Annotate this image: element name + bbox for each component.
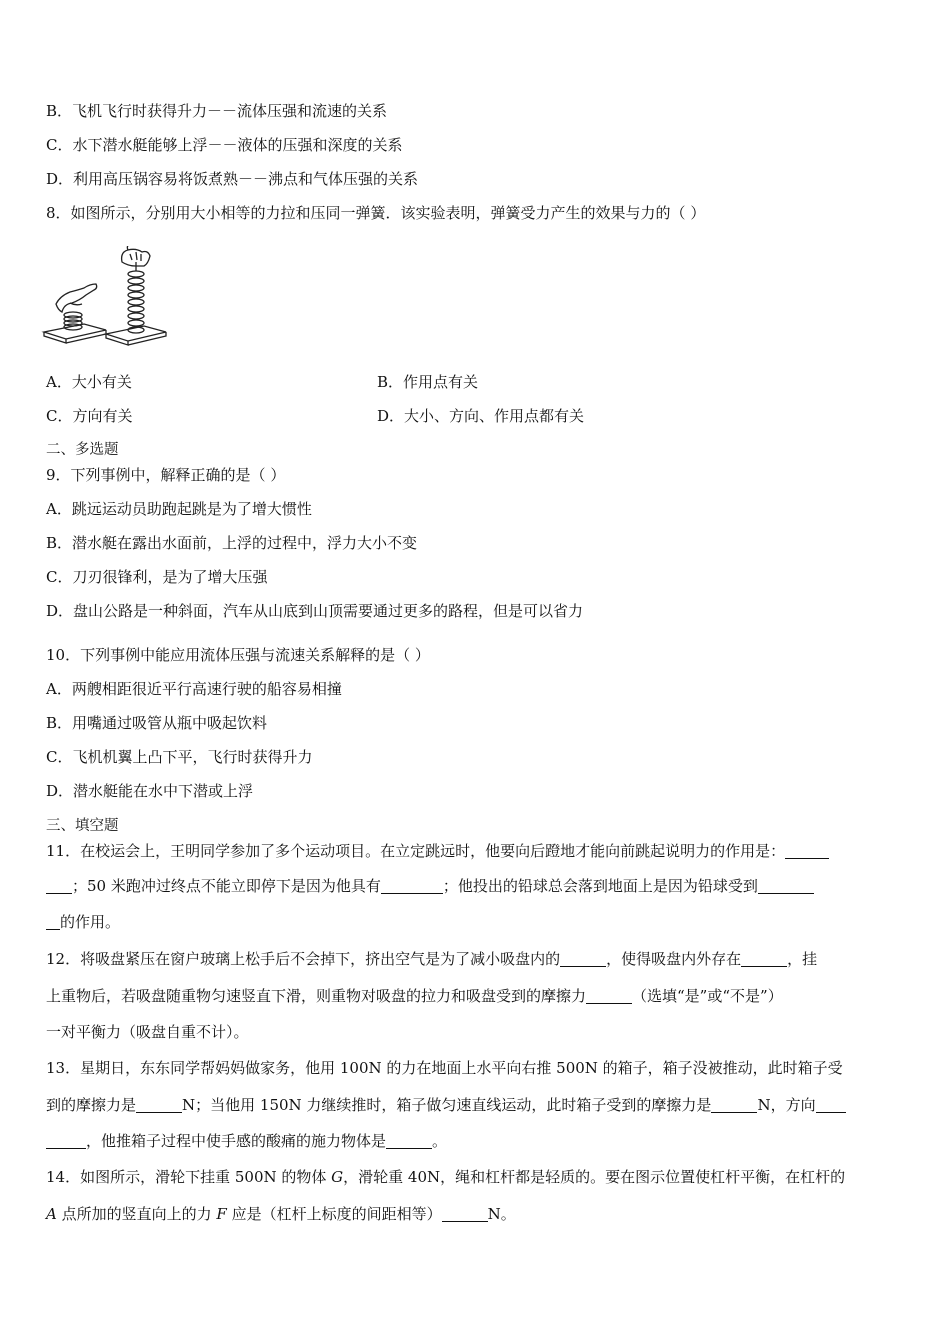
q10-option-c: C．飞机机翼上凸下平，飞行时获得升力 — [46, 748, 313, 766]
q10-option-b: B．用嘴通过吸管从瓶中吸起饮料 — [46, 714, 268, 732]
section-fill-in: 三、填空题 — [46, 818, 119, 834]
q7-option-d: D．利用高压锅容易将饭煮熟－－沸点和气体压强的关系 — [46, 170, 419, 188]
answer-blank[interactable] — [386, 1133, 432, 1149]
answer-blank[interactable] — [785, 843, 829, 859]
q10-option-d: D．潜水艇能在水中下潜或上浮 — [46, 782, 254, 800]
q14-line-1: 14．如图所示，滑轮下挂重 500N 的物体 G，滑轮重 40N，绳和杠杆都是轻质的。要在图示位置使杠杆平衡，在杠杆的 — [46, 1168, 846, 1186]
q13-line-1: 13．星期日，东东同学帮妈妈做家务，他用 100N 的力在地面上水平向右推 500N 的箱子，箱子没被推动，此时箱子受 — [46, 1059, 843, 1077]
answer-blank[interactable] — [758, 878, 814, 894]
q8-option-b: B．作用点有关 — [377, 373, 479, 391]
answer-blank[interactable] — [136, 1097, 182, 1113]
q9-stem: 9．下列事例中，解释正确的是（ ） — [46, 466, 286, 484]
q12-line-2: 上重物后，若吸盘随重物匀速竖直下滑，则重物对吸盘的拉力和吸盘受到的摩擦力 （选填“是”或“不是”） — [46, 987, 783, 1005]
answer-blank[interactable] — [816, 1097, 846, 1113]
answer-blank[interactable] — [711, 1097, 757, 1113]
q8-option-a: A．大小有关 — [46, 373, 132, 391]
q8-option-d: D．大小、方向、作用点都有关 — [377, 407, 585, 425]
q7-option-c: C．水下潜水艇能够上浮－－液体的压强和深度的关系 — [46, 136, 403, 154]
q9-option-c: C．刀刃很锋利，是为了增大压强 — [46, 568, 268, 586]
answer-blank[interactable] — [560, 951, 606, 967]
q8-stem: 8．如图所示，分别用大小相等的力拉和压同一弹簧．该实验表明，弹簧受力产生的效果与力的（ ） — [46, 204, 706, 222]
answer-blank[interactable] — [381, 878, 443, 894]
q12-line-3: 一对平衡力（吸盘自重不计）。 — [46, 1023, 249, 1041]
answer-blank[interactable] — [46, 914, 60, 930]
q7-option-b: B．飞机飞行时获得升力－－流体压强和流速的关系 — [46, 102, 388, 120]
q9-option-d: D．盘山公路是一种斜面，汽车从山底到山顶需要通过更多的路程，但是可以省力 — [46, 602, 584, 620]
section-multiple-choice: 二、多选题 — [46, 442, 119, 458]
q10-option-a: A．两艘相距很近平行高速行驶的船容易相撞 — [46, 680, 342, 698]
answer-blank[interactable] — [46, 1133, 86, 1149]
answer-blank[interactable] — [46, 878, 72, 894]
q11-line-1: 11．在校运会上，王明同学参加了多个运动项目。在立定跳远时，他要向后蹬地才能向前跳起说明力的作用是： — [46, 840, 829, 862]
q11-line-3: 的作用。 — [46, 911, 120, 933]
q13-line-2: 到的摩擦力是 N；当他用 150N 力继续推时，箱子做匀速直线运动，此时箱子受到的摩擦力是 N，方向 — [46, 1094, 846, 1116]
answer-blank[interactable] — [442, 1206, 488, 1222]
q9-option-b: B．潜水艇在露出水面前，上浮的过程中，浮力大小不变 — [46, 534, 418, 552]
q13-line-3: ，他推箱子过程中使手感的酸痛的施力物体是 。 — [46, 1130, 447, 1152]
answer-blank[interactable] — [586, 988, 632, 1004]
q11-line-2: ；50 米跑冲过终点不能立即停下是因为他具有 ；他投出的铅球总会落到地面上是因为铅球受到 — [46, 875, 814, 897]
q8-option-c: C．方向有关 — [46, 407, 133, 425]
answer-blank[interactable] — [741, 951, 787, 967]
q9-option-a: A．跳远运动员助跑起跳是为了增大惯性 — [46, 500, 312, 518]
q14-line-2: A 点所加的竖直向上的力 F 应是（杠杆上标度的间距相等） N。 — [46, 1205, 516, 1223]
spring-experiment-figure — [40, 246, 170, 348]
q10-stem: 10．下列事例中能应用流体压强与流速关系解释的是（ ） — [46, 646, 430, 664]
q12-line-1: 12．将吸盘紧压在窗户玻璃上松手后不会掉下，挤出空气是为了减小吸盘内的 ，使得吸盘内外存在 ，挂 — [46, 950, 818, 968]
